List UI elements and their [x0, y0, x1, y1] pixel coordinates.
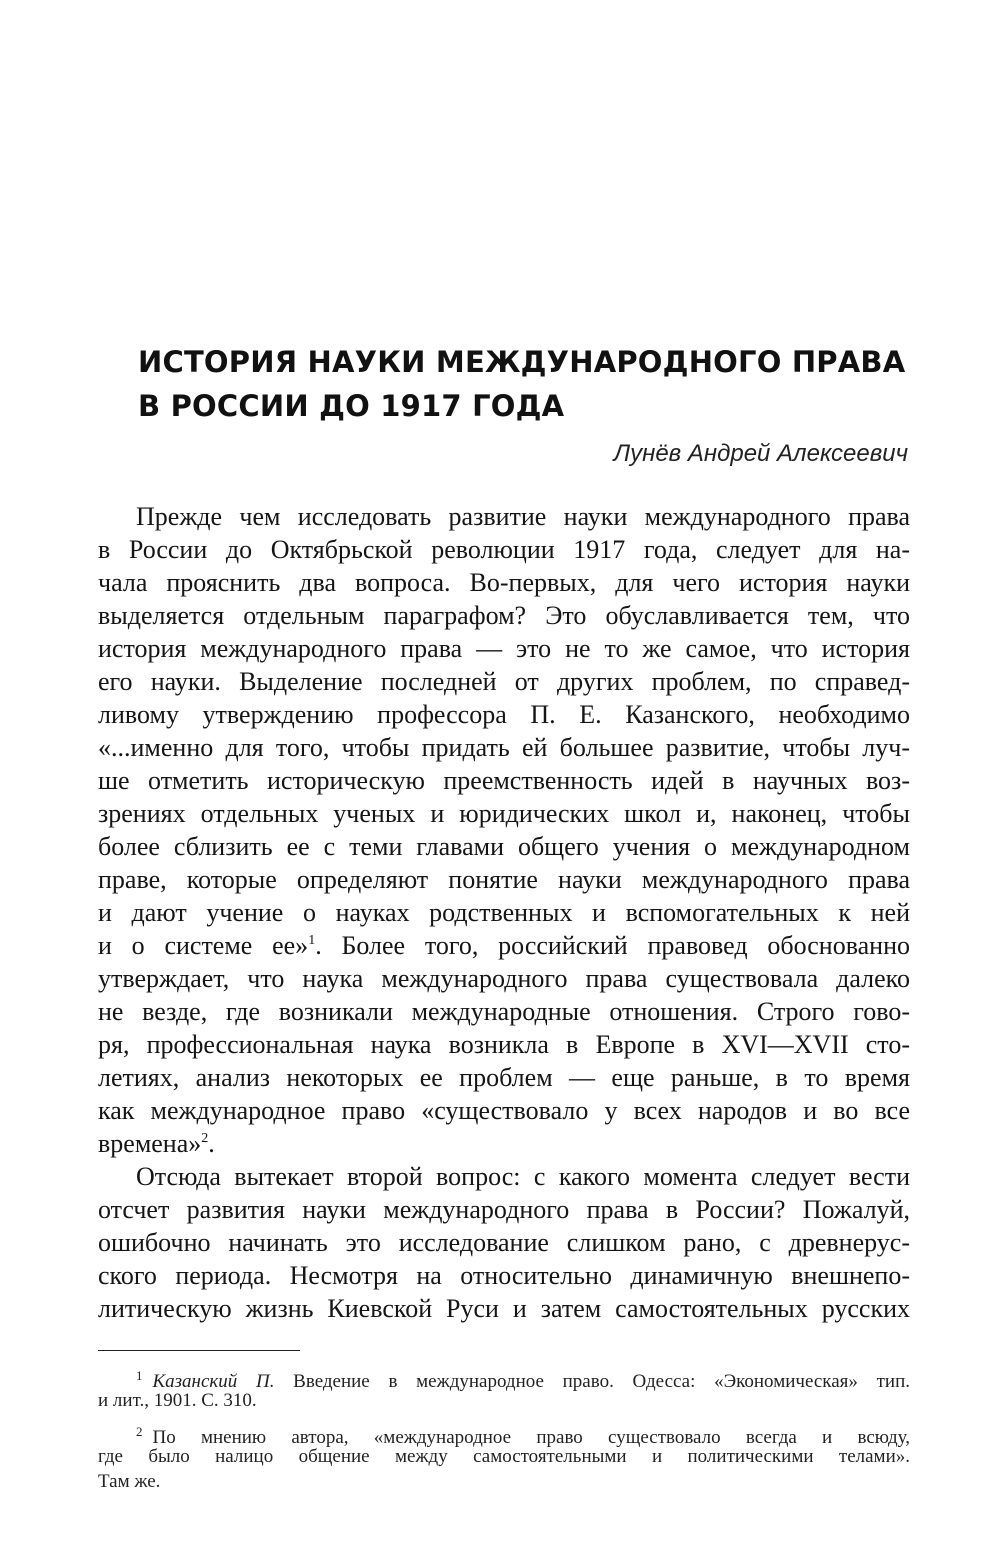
text-line: летиях, анализ некоторых ее проблем — еще раньше, в то время [98, 1063, 910, 1092]
chapter-title-line-2: В РОССИИ ДО 1917 ГОДА [138, 389, 565, 423]
author-name: Лунёв Андрей Алексеевич [613, 440, 908, 467]
body-text [98, 500, 910, 1325]
text-line: ошибочно начинать это исследование слишком рано, с древнерус- [98, 1228, 910, 1257]
footnote-1-line [98, 1363, 910, 1392]
text-line: чала прояснить два вопроса. Во-первых, для чего история науки [98, 568, 910, 597]
footnote-ref-2[interactable]: 2 [201, 1131, 209, 1146]
footnote-2-line: Там же. [98, 1471, 161, 1492]
text-line: выделяется отдельным параграфом? Это обуславливается тем, что [98, 601, 910, 630]
text-line: в России до Октябрьской революции 1917 года, следует для на- [98, 535, 910, 564]
footnote-mark-1: 1 [136, 1368, 143, 1383]
footnote-2-line [98, 1419, 910, 1448]
text-line: не везде, где возникали международные отношения. Строго гово- [98, 997, 910, 1026]
text-line: «...именно для того, чтобы придать ей большее развитие, чтобы луч- [98, 733, 910, 762]
text-line: ливому утверждению профессора П. Е. Казанского, необходимо [98, 700, 910, 729]
text-line: литическую жизнь Киевской Руси и затем самостоятельных русских [98, 1294, 910, 1323]
text-fragment: . Более того, российский правовед обоснованно [315, 931, 910, 960]
footnote-mark-2: 2 [136, 1424, 143, 1439]
text-line: Отсюда вытекает второй вопрос: с какого момента следует вести [136, 1162, 910, 1191]
text-line: более сблизить ее с теми главами общего учения о международном [98, 832, 910, 861]
text-fragment: и о системе ее» [98, 931, 309, 960]
text-line: ского периода. Несмотря на относительно динамичную внешнепо- [98, 1261, 910, 1290]
text-fragment: По мнению автора, «международное право существовало всегда и всюду, [152, 1427, 910, 1448]
text-line: Прежде чем исследовать развитие науки международного права [136, 502, 910, 531]
footnotes [98, 1363, 910, 1494]
text-fragment: Введение в международное право. Одесса: «Экономическая» тип. [274, 1371, 910, 1392]
text-line: ря, профессиональная наука возникла в Европе в XVI—XVII сто- [98, 1030, 910, 1059]
text-line: его науки. Выделение последней от других проблем, по справед- [98, 667, 910, 696]
text-line-with-footnote-ref [98, 1127, 910, 1160]
text-line: история международного права — это не то же самое, что история [98, 634, 910, 663]
text-line-with-footnote-ref [98, 929, 910, 962]
footnote-author: Казанский П. [152, 1371, 275, 1392]
text-line: утверждает, что наука международного права существовала далеко [98, 964, 910, 993]
text-line: праве, которые определяют понятие науки международного права [98, 865, 910, 894]
text-line: ше отметить историческую преемственность идей в научных воз- [98, 766, 910, 795]
chapter-title-line-1: ИСТОРИЯ НАУКИ МЕЖДУНАРОДНОГО ПРАВА [138, 345, 906, 379]
footnote-ref-1[interactable]: 1 [308, 933, 316, 948]
text-line: зрениях отдельных ученых и юридических школ и, наконец, чтобы [98, 799, 910, 828]
footnote-divider [98, 1350, 300, 1351]
chapter-title [138, 340, 906, 428]
footnote-2-line: где было налицо общение между самостоятельными и политическими телами». [98, 1446, 910, 1467]
text-line: и дают учение о науках родственных и вспомогательных к ней [98, 898, 910, 927]
text-fragment: . [208, 1129, 215, 1158]
text-line: отсчет развития науки международного права в России? Пожалуй, [98, 1195, 910, 1224]
text-line: как международное право «существовало у всех народов и во все [98, 1096, 910, 1125]
footnote-1-line: и лит., 1901. С. 310. [98, 1390, 257, 1411]
text-fragment: времена» [98, 1129, 202, 1158]
